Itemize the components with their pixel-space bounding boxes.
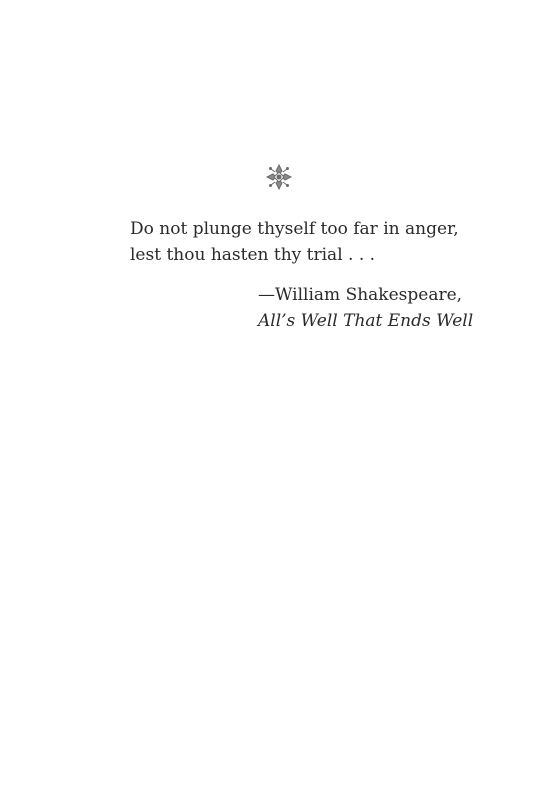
attribution-author: —William Shakespeare, [258, 285, 463, 305]
fleuron-ornament-icon [266, 164, 292, 190]
epigraph-line-1: Do not plunge thyself too far in anger, [130, 219, 459, 239]
epigraph-attribution [258, 282, 498, 334]
epigraph-line-2: lest thou hasten thy trial . . . [130, 245, 376, 265]
attribution-work-title: All’s Well That Ends Well [258, 311, 474, 331]
epigraph-quote [130, 216, 459, 268]
